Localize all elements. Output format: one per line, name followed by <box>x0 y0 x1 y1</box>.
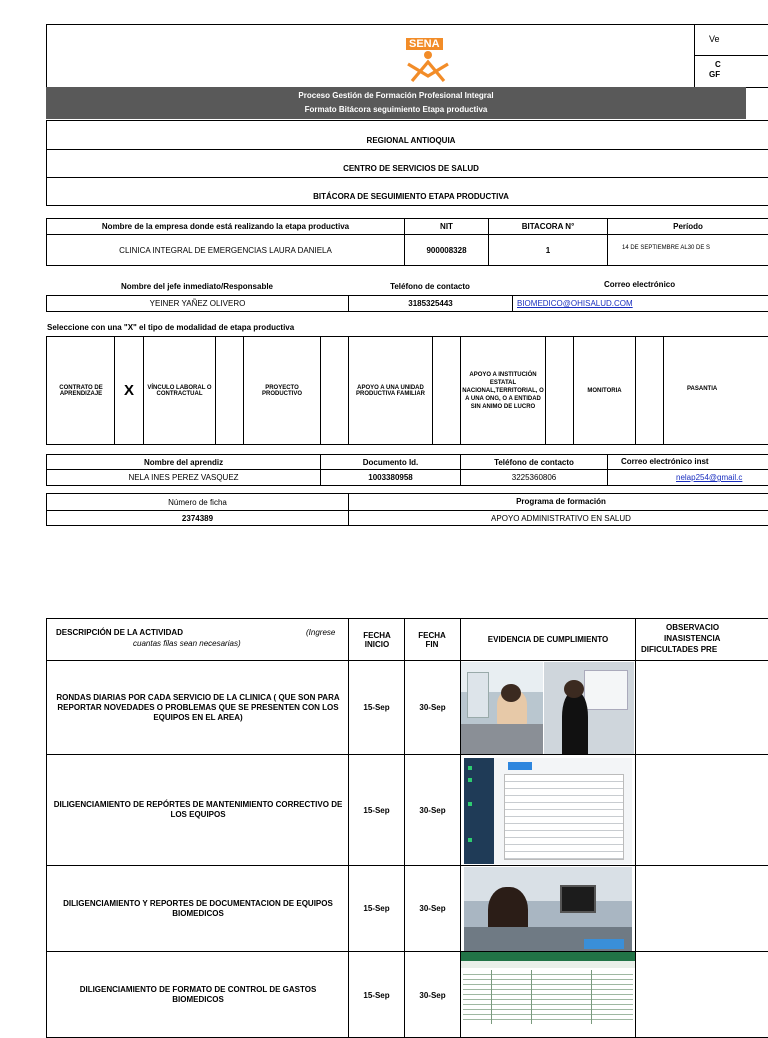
act-vline-4 <box>635 618 636 1038</box>
modality-mark-proyecto[interactable] <box>321 337 348 444</box>
apprentice-doc: 1003380958 <box>368 473 413 482</box>
modality-option-pasantia: PASANTIA <box>687 386 718 392</box>
company-name-label: Nombre de la empresa donde está realizando la etapa productiva <box>101 222 350 231</box>
evidence-photo-rounds-1 <box>461 662 543 754</box>
version-label: Ve <box>709 34 720 44</box>
log-title-text: BITÁCORA DE SEGUIMIENTO ETAPA PRODUCTIVA <box>313 192 509 201</box>
activity-row-2-desc: DILIGENCIAMIENTO DE REPÓRTES DE MANTENIMIENTO CORRECTIVO DE LOS EQUIPOS <box>53 800 343 819</box>
center-text: CENTRO DE SERVICIOS DE SALUD <box>343 164 479 173</box>
boss-email-label: Correo electrónico <box>604 280 676 289</box>
process-band <box>46 87 746 119</box>
modality-mark-institucion[interactable] <box>546 337 573 444</box>
act-desc-hint-2: cuantas filas sean necesarias) <box>133 639 241 648</box>
act-obs-label-3: DIFICULTADES PRE <box>641 645 718 654</box>
log-title-row <box>46 177 768 206</box>
modality-mark-unidad-familiar[interactable] <box>433 337 460 444</box>
company-nit: 900008328 <box>426 245 467 255</box>
code-label-2: GF <box>709 70 721 79</box>
activity-row-3-desc: DILIGENCIAMIENTO Y REPORTES DE DOCUMENTACION DE EQUIPOS BIOMEDICOS <box>63 898 333 918</box>
act-desc-label: DESCRIPCIÓN DE LA ACTIVIDAD <box>56 628 183 637</box>
activity-row-2-start: 15-Sep <box>363 805 390 815</box>
modality-option-institucion: APOYO A INSTITUCIÓN ESTATAL NACIONAL,TERRITORIAL, O A UNA ONG, O A ENTIDAD SIN ANIMO DE LUCRO <box>462 371 544 410</box>
apprentice-doc-label: Documento Id. <box>362 457 419 467</box>
activity-row-3-start: 15-Sep <box>363 904 390 913</box>
regional-row <box>46 120 768 150</box>
sena-logo-mark-icon <box>404 50 452 82</box>
company-nit-label: NIT <box>440 222 453 231</box>
modality-option-monitoria: MONITORIA <box>587 387 622 394</box>
boss-email-link[interactable]: BIOMEDICO@OHISALUD.COM <box>517 299 633 308</box>
modality-option-contrato: CONTRATO DE APRENDIZAJE <box>59 384 103 397</box>
evidence-photo-documentation <box>464 867 632 951</box>
header-right-hdivider <box>694 55 768 56</box>
ficha-label: Número de ficha <box>168 497 227 507</box>
boss-phone-label: Teléfono de contacto <box>390 281 470 291</box>
modality-mark-vinculo[interactable] <box>216 337 243 444</box>
center-row <box>46 149 768 178</box>
activity-row-4-start: 15-Sep <box>363 990 390 1000</box>
format-title: Formato Bitácora seguimiento Etapa productiva <box>304 105 488 114</box>
apprentice-name-label: Nombre del aprendiz <box>143 457 224 467</box>
apprentice-phone: 3225360806 <box>511 473 557 482</box>
modality-vline-4 <box>243 336 244 445</box>
evidence-screenshot-spreadsheet <box>461 952 635 1024</box>
activity-row-1-desc: RONDAS DIARIAS POR CADA SERVICIO DE LA CLINICA ( QUE SON PARA REPORTAR NOVEDADES O PROBLEMAS QUE SE PRESENTEN CON LOS EQUIPOS EN EL AREA) <box>56 692 340 722</box>
modality-mark-monitoria[interactable] <box>636 337 663 444</box>
header-right-divider <box>694 24 695 88</box>
boss-vline-2 <box>512 295 513 312</box>
boss-name: YEINER YAÑEZ OLIVERO <box>149 299 246 308</box>
activity-row-3-end: 30-Sep <box>419 904 446 913</box>
code-label-1: C <box>715 60 721 69</box>
program-label: Programa de formación <box>516 496 606 506</box>
apprentice-vline-3 <box>607 454 608 486</box>
apprentice-phone-label: Teléfono de contacto <box>494 457 574 467</box>
apprentice-name: NELA INES PEREZ VASQUEZ <box>128 473 239 482</box>
company-name: CLINICA INTEGRAL DE EMERGENCIAS LAURA DANIELA <box>119 245 332 255</box>
apprentice-email-label: Correo electrónico inst <box>621 457 709 466</box>
activity-row-4-desc: DILIGENCIAMIENTO DE FORMATO DE CONTROL DE GASTOS BIOMEDICOS <box>79 985 317 1004</box>
act-end-label: FECHA FIN <box>418 630 446 649</box>
company-log-no: 1 <box>545 245 551 255</box>
program-value: APOYO ADMINISTRATIVO EN SALUD <box>491 513 631 523</box>
sena-logo <box>400 38 456 82</box>
apprentice-email-link[interactable]: nelap254@gmail.c <box>676 473 743 482</box>
company-log-no-label: BITACORA N° <box>521 222 575 231</box>
act-obs-label-2: INASISTENCIA <box>664 634 721 643</box>
act-evidence-label: EVIDENCIA DE CUMPLIMIENTO <box>487 635 609 644</box>
boss-name-label: Nombre del jefe inmediato/Responsable <box>120 281 274 291</box>
sena-logo-text: SENA <box>406 38 443 50</box>
modality-vline-12 <box>663 336 664 445</box>
regional-text: REGIONAL ANTIOQUIA <box>366 135 456 145</box>
modality-mark-contrato[interactable]: X <box>123 382 134 399</box>
process-title: Proceso Gestión de Formación Profesional Integral <box>298 91 494 100</box>
activity-row-4-end: 30-Sep <box>419 990 446 1000</box>
activity-row-1-start: 15-Sep <box>363 703 390 712</box>
evidence-photo-rounds-2 <box>544 662 634 754</box>
modality-option-unidad-familiar: APOYO A UNA UNIDAD PRODUCTIVA FAMILIAR <box>356 384 425 397</box>
modality-option-vinculo: VÍNCULO LABORAL O CONTRACTUAL <box>147 384 212 397</box>
act-desc-hint-1: (Ingrese <box>306 628 336 637</box>
activity-row-1-end: 30-Sep <box>419 703 446 712</box>
activity-row-2-end: 30-Sep <box>419 805 446 815</box>
modality-prompt: Seleccione con una "X" el tipo de modalidad de etapa productiva <box>47 323 295 332</box>
ficha-value: 2374389 <box>181 513 214 523</box>
act-obs-label-1: OBSERVACIO <box>666 623 720 632</box>
company-period-label: Período <box>673 222 703 231</box>
evidence-screenshot-maintenance <box>464 758 632 864</box>
act-start-label: FECHA INICIO <box>363 630 391 649</box>
modality-option-proyecto: PROYECTO PRODUCTIVO <box>261 384 302 397</box>
company-period: 14 DE SEPTIEMBRE AL30 DE S <box>622 245 711 251</box>
boss-phone: 3185325443 <box>408 299 453 308</box>
